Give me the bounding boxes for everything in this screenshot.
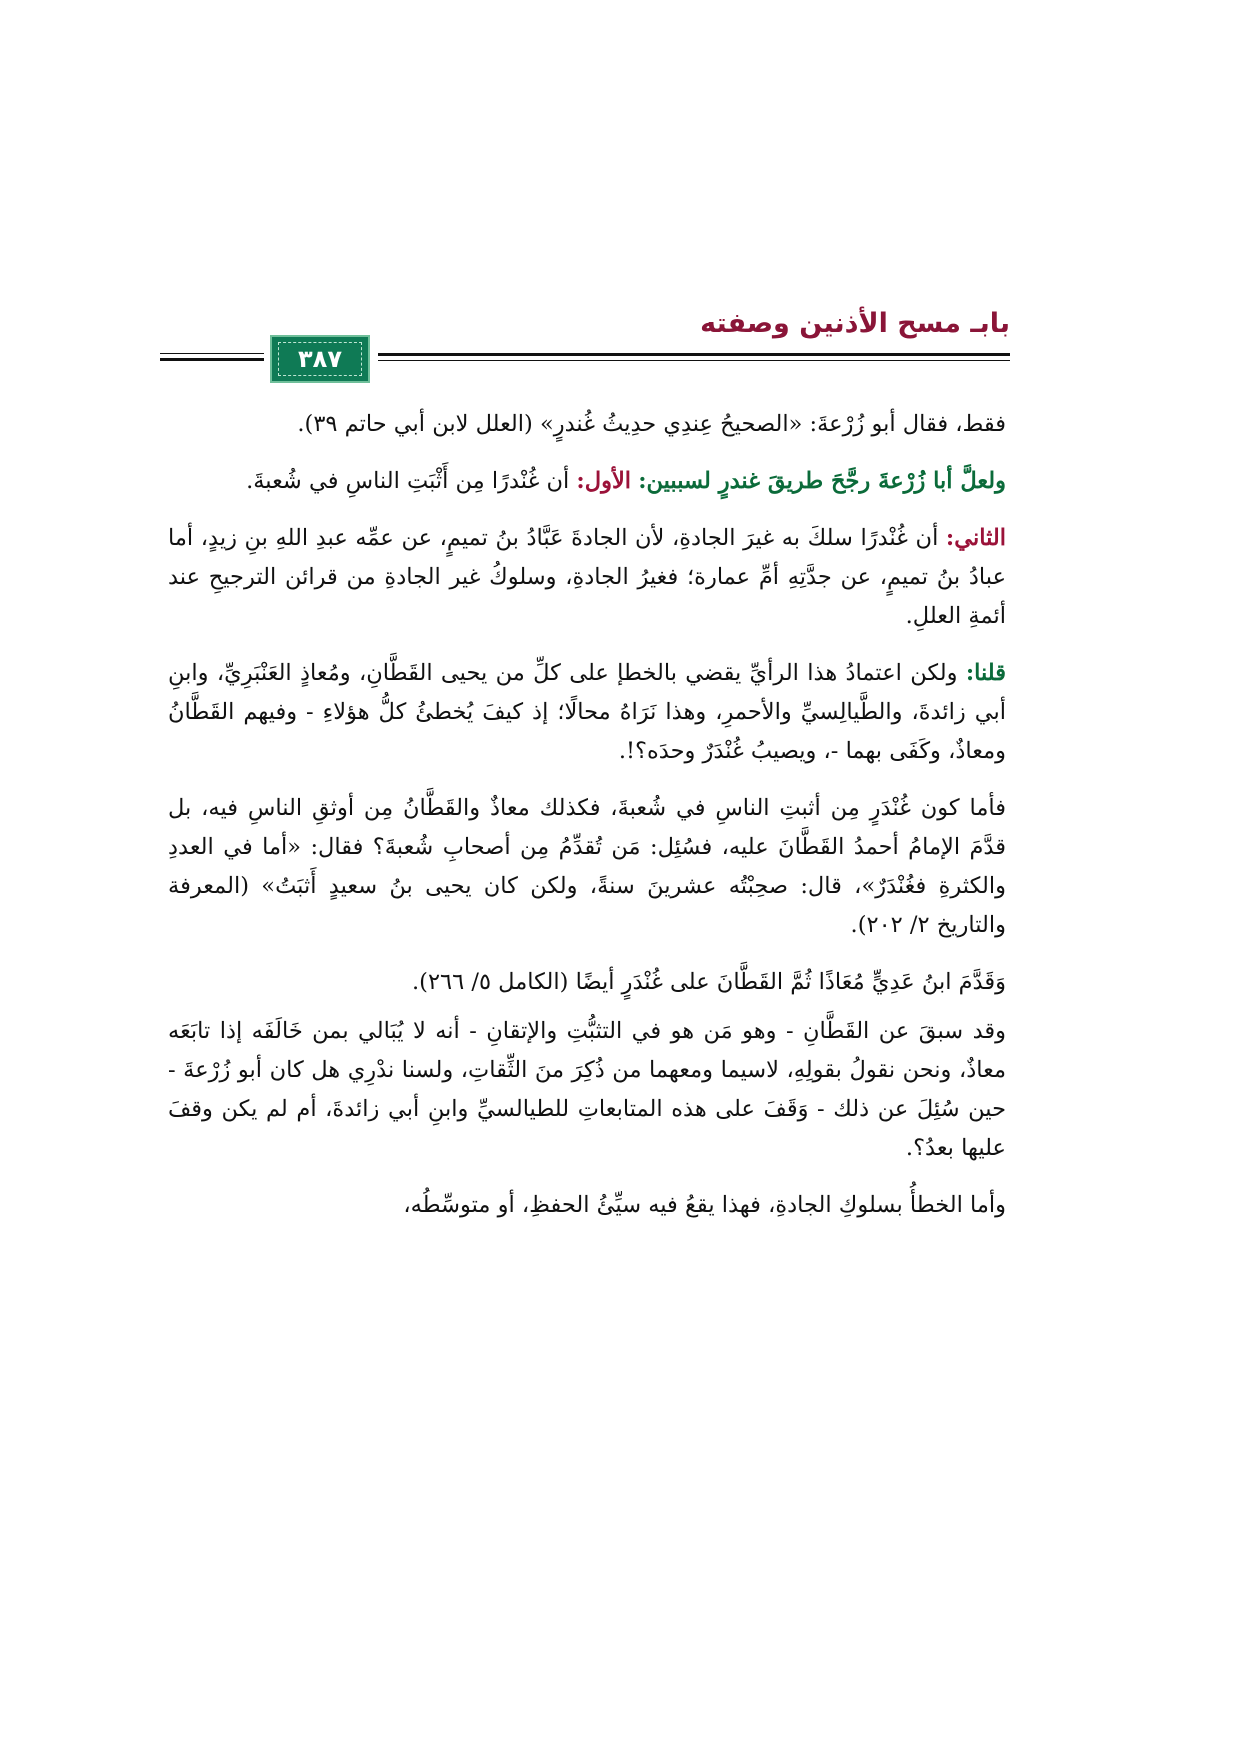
paragraph-text: أن غُنْدرًا مِن أَثْبَتِ الناسِ في شُعبةَ. xyxy=(246,468,570,494)
paragraph-label: الثاني: xyxy=(945,525,1006,551)
paragraph-4 xyxy=(168,654,1006,771)
header-rule-right xyxy=(378,353,1010,356)
paragraph-text: أن غُنْدرًا سلكَ به غيرَ الجادةِ، لأن الجادةَ عَبَّادُ بنُ تميمٍ، عن عمِّه عبدِ اللهِ بنِ زيدٍ، أما عبادُ بنُ تميمٍ، عن جدَّتِهِ أمِّ عمارة؛ فغيرُ الجادةِ، وسلوكُ غير الجادةِ من قرائن الترجيحِ عند أئمةِ العللِ. xyxy=(168,525,1006,629)
paragraph-5 xyxy=(168,789,1006,945)
paragraph-text: فأما كون غُنْدَرٍ مِن أثبتِ الناسِ في شُعبةَ، فكذلك معاذٌ والقَطَّانُ مِن أوثقِ الناسِ فيه، بل قدَّمَ الإمامُ أحمدُ القَطَّانَ عليه، فسُئِل: مَن تُقدِّمُ مِن أصحابِ شُعبةَ؟ فقال: «أما في العددِ والكثرةِ فغُنْدَرٌ»، قال: صحِبْتُه عشرينَ سنةً، ولكن كان يحيى بنُ سعيدٍ أَثبَتُ» (المعرفة والتاريخ ٢/ ٢٠٢). xyxy=(168,795,1006,938)
paragraph-8 xyxy=(168,1186,1006,1225)
paragraph-7 xyxy=(168,1012,1006,1168)
paragraph-text: فقط، فقال أبو زُرْعةَ: «الصحيحُ عِندِي حدِيثُ غُندرٍ» (العلل لابن أبي حاتم ٣٩). xyxy=(297,411,1006,437)
paragraph-lead: ولعلَّ أبا زُرْعةَ رجَّحَ طريقَ غندرٍ لسببين: xyxy=(638,468,1006,494)
paragraph-3 xyxy=(168,519,1006,636)
paragraph-text: وَقَدَّمَ ابنُ عَدِيٍّ مُعَاذًا ثُمَّ القَطَّانَ على غُنْدَرٍ أيضًا (الكامل ٥/ ٢٦٦). xyxy=(412,969,1006,995)
paragraph-2 xyxy=(168,462,1006,501)
paragraph-lead: قلنا: xyxy=(965,660,1006,686)
paragraph-text: وقد سبقَ عن القَطَّانِ - وهو مَن هو في التثبُّتِ والإتقانِ - أنه لا يُبَالي بمن خَالَفَه إذا تابَعَه معاذٌ، ونحن نقولُ بقولِهِ، لاسيما ومعهما من ذُكِرَ منَ الثِّقاتِ، ولسنا ندْرِي هل كان أبو زُرْعةَ - حين سُئِلَ عن ذلك - وَقَفَ على هذه المتابعاتِ للطيالسيِّ وابنِ أبي زائدةَ، أم لم يكن وقفَ عليها بعدُ؟. xyxy=(168,1018,1006,1161)
page-body xyxy=(168,405,1006,1243)
paragraph-6 xyxy=(168,963,1006,1002)
paragraph-text: وأما الخطأُ بسلوكِ الجادةِ، فهذا يقعُ فيه سيِّئُ الحفظِ، أو متوسِّطُه، xyxy=(403,1192,1006,1218)
paragraph-text: ولكن اعتمادُ هذا الرأيِّ يقضي بالخطإ على كلِّ من يحيى القَطَّانِ، ومُعاذٍ العَنْبَرِيِّ، وابنِ أبي زائدةَ، والطَّيالِسيِّ والأحمرِ، وهذا نَرَاهُ محالًا؛ إذ كيفَ يُخطئُ كلُّ هؤلاءِ - وفيهم القَطَّانُ ومعاذٌ، وكَفَى بهما -، ويصيبُ غُنْدَرٌ وحدَه؟!. xyxy=(168,660,1006,764)
page-number-badge xyxy=(270,335,370,383)
page-number: ٣٨٧ xyxy=(298,345,342,373)
page-header xyxy=(160,308,1010,388)
header-rule-right-thin xyxy=(378,360,1010,361)
header-rule-left xyxy=(160,358,264,361)
paragraph-label: الأول: xyxy=(576,468,632,494)
chapter-title: بابـ مسح الأذنين وصفته xyxy=(700,308,1010,339)
paragraph-1 xyxy=(168,405,1006,444)
header-rule-left-thin xyxy=(160,353,264,354)
